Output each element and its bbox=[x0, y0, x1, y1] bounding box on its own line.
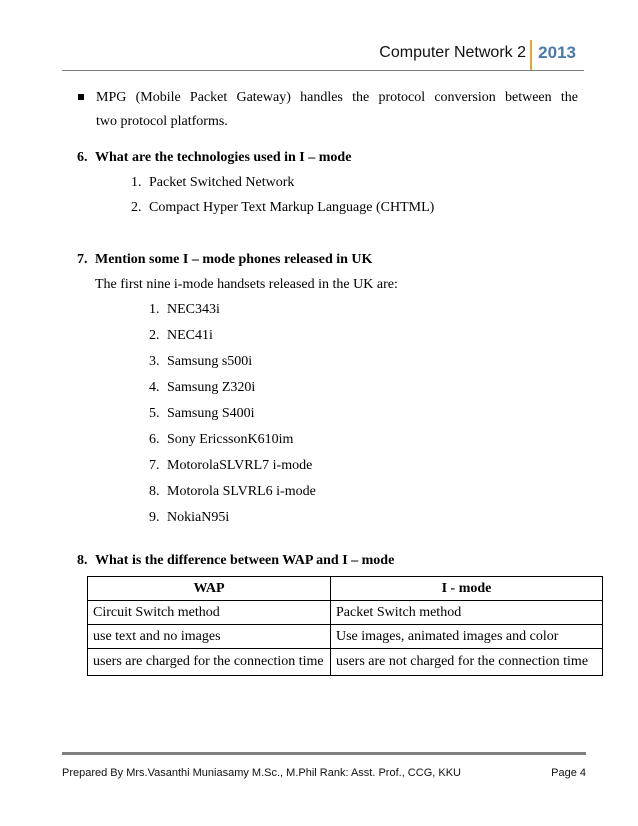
footer-page-number: Page 4 bbox=[551, 767, 586, 779]
question-text: Mention some I – mode phones released in UK bbox=[95, 252, 373, 267]
page-footer bbox=[62, 752, 586, 787]
page-header bbox=[62, 40, 584, 71]
square-bullet-icon bbox=[78, 94, 84, 100]
table-cell: Use images, animated images and color bbox=[331, 625, 603, 649]
list-item: 4. Samsung Z320i bbox=[149, 380, 256, 395]
bullet-item bbox=[96, 86, 578, 134]
bullet-line-1: MPG (Mobile Packet Gateway) handles the protocol conversion between the bbox=[96, 90, 578, 105]
table-cell: Packet Switch method bbox=[331, 601, 603, 625]
question-number: 7. bbox=[77, 252, 88, 267]
comparison-table bbox=[87, 576, 603, 676]
table-row bbox=[88, 649, 603, 676]
list-item: 7. MotorolaSLVRL7 i-mode bbox=[149, 458, 313, 473]
table-cell: Circuit Switch method bbox=[88, 601, 331, 625]
question-number: 8. bbox=[77, 553, 88, 568]
question-8 bbox=[77, 553, 394, 569]
list-item: 8. Motorola SLVRL6 i-mode bbox=[149, 484, 316, 499]
question-7-intro: The first nine i-mode handsets released in the UK are: bbox=[95, 277, 398, 292]
column-header-wap: WAP bbox=[88, 577, 331, 601]
table-row bbox=[88, 601, 603, 625]
table-cell: use text and no images bbox=[88, 625, 331, 649]
list-item: 1. Packet Switched Network bbox=[131, 175, 295, 190]
question-number: 6. bbox=[77, 150, 88, 165]
list-item: 5. Samsung S400i bbox=[149, 406, 255, 421]
list-item: 1. NEC343i bbox=[149, 302, 220, 317]
list-item: 6. Sony EricssonK610im bbox=[149, 432, 294, 447]
question-6 bbox=[77, 150, 351, 166]
list-item: 2. Compact Hyper Text Markup Language (CHTML) bbox=[131, 200, 435, 215]
list-item: 9. NokiaN95i bbox=[149, 510, 230, 525]
table-cell: users are not charged for the connection time bbox=[331, 649, 603, 676]
question-7 bbox=[77, 252, 372, 268]
table-cell: users are charged for the connection time bbox=[88, 649, 331, 676]
table-row bbox=[88, 625, 603, 649]
bullet-line-2: two protocol platforms. bbox=[96, 114, 228, 129]
footer-author: Prepared By Mrs.Vasanthi Muniasamy M.Sc., M.Phil Rank: Asst. Prof., CCG, KKU bbox=[62, 767, 461, 779]
column-header-imode: I - mode bbox=[331, 577, 603, 601]
header-year: 2013 bbox=[538, 43, 576, 62]
header-divider bbox=[530, 40, 532, 70]
list-item: 3. Samsung s500i bbox=[149, 354, 253, 369]
question-text: What are the technologies used in I – mode bbox=[95, 150, 352, 165]
question-text: What is the difference between WAP and I – mode bbox=[95, 553, 395, 568]
list-item: 2. NEC41i bbox=[149, 328, 213, 343]
table-header-row bbox=[88, 577, 603, 601]
header-title: Computer Network 2 bbox=[379, 44, 526, 61]
